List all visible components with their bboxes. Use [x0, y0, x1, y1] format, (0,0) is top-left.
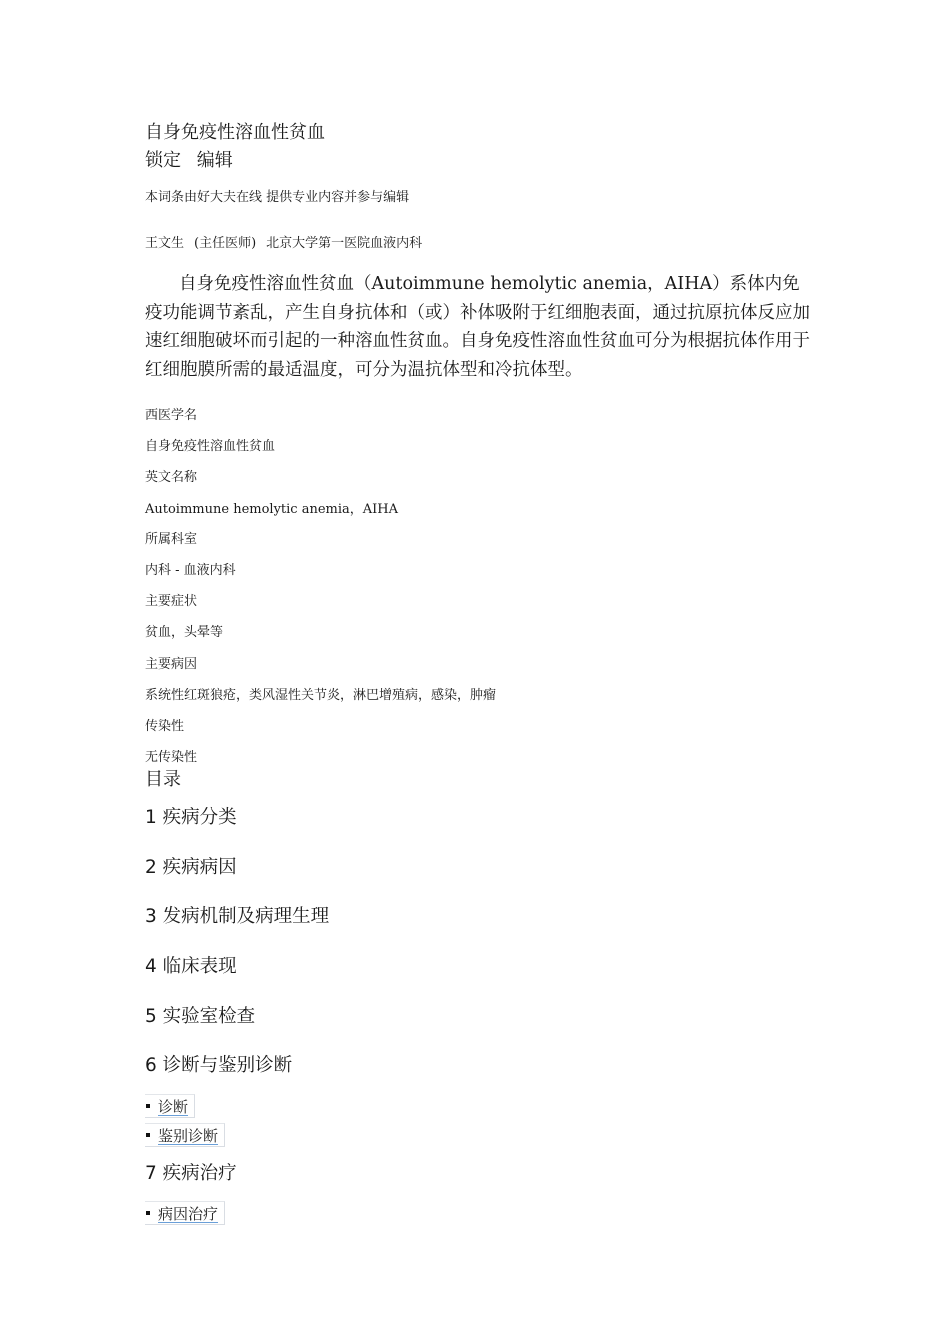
info-value: Autoimmune hemolytic anemia，AIHA: [145, 502, 399, 517]
info-value: 无传染性: [145, 750, 198, 765]
title-actions: [145, 146, 243, 172]
toc-item[interactable]: 4 临床表现: [145, 956, 237, 977]
toc-sublink-etiology-treatment[interactable]: 病因治疗: [158, 1204, 219, 1223]
info-value: 内科 - 血液内科: [145, 563, 236, 578]
info-label: 西医学名: [145, 408, 198, 423]
toc-sublink-differential[interactable]: 鉴别诊断: [158, 1126, 219, 1145]
lock-action[interactable]: 锁定: [145, 150, 181, 171]
toc-item[interactable]: 2 疾病病因: [145, 857, 237, 878]
toc-item[interactable]: 3 发病机制及病理生理: [145, 906, 330, 927]
toc-item[interactable]: 7 疾病治疗: [145, 1163, 237, 1184]
contributor-note: 本词条由好大夫在线 提供专业内容并参与编辑: [145, 190, 410, 205]
toc-sublink-diagnosis[interactable]: 诊断: [158, 1097, 189, 1116]
toc-subitem[interactable]: [145, 1123, 225, 1147]
author-affiliation: 北京大学第一医院血液内科: [266, 236, 423, 251]
toc-subitem[interactable]: [145, 1201, 225, 1225]
info-label: 英文名称: [145, 470, 198, 485]
author-name: 王文生: [145, 236, 185, 251]
intro-paragraph: 自身免疫性溶血性贫血（Autoimmune hemolytic anemia，AIHA）系体内免疫功能调节紊乱，产生自身抗体和（或）补体吸附于红细胞表面，通过抗原抗体反应加速红细胞破坏而引起的一种溶血性贫血。自身免疫性溶血性贫血可分为根据抗体作用于红细胞膜所需的最适温度，可分为温抗体型和冷抗体型。: [145, 274, 810, 380]
toc-title: 目录: [145, 769, 181, 790]
bullet-icon: [146, 1133, 150, 1137]
edit-action[interactable]: 编辑: [196, 150, 233, 171]
page-title: 自身免疫性溶血性贫血: [145, 122, 325, 143]
info-value: 贫血，头晕等: [145, 625, 224, 640]
info-label: 主要病因: [145, 657, 198, 672]
toc-subitem[interactable]: [145, 1094, 195, 1118]
bullet-icon: [146, 1211, 150, 1215]
info-label: 传染性: [145, 719, 185, 734]
info-label: 主要症状: [145, 594, 198, 609]
info-value: 自身免疫性溶血性贫血: [145, 439, 276, 454]
author-line: [145, 232, 422, 251]
toc-item[interactable]: 6 诊断与鉴别诊断: [145, 1055, 293, 1076]
author-title: (主任医师): [194, 236, 257, 251]
bullet-icon: [146, 1104, 150, 1108]
toc-item[interactable]: 5 实验室检查: [145, 1006, 256, 1027]
toc-item[interactable]: 1 疾病分类: [145, 807, 237, 828]
info-value: 系统性红斑狼疮，类风湿性关节炎，淋巴增殖病，感染，肿瘤: [145, 688, 497, 703]
info-label: 所属科室: [145, 532, 198, 547]
